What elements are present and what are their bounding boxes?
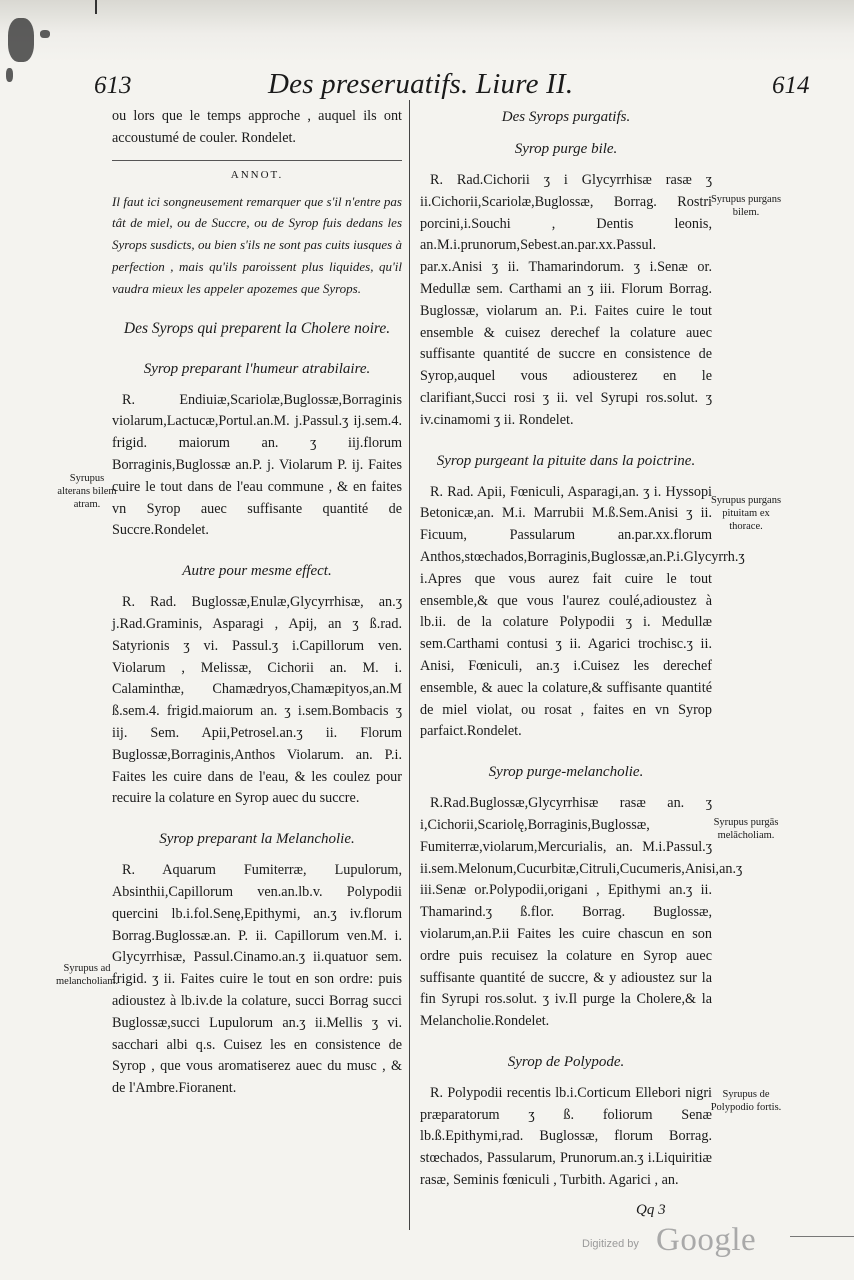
margin-note: Syrupus purgans bilem.: [710, 194, 782, 218]
margin-note: Syrupus de Polypodio fortis.: [710, 1089, 782, 1113]
recipe-paragraph: R.Rad.Buglossæ,Glycyrrhisæ rasæ an. ʒ i,Cichorii,Scariolę,Borraginis,Buglossæ, Fumiterræ,violarum,Mercurialis, an. M.i.Passul.ʒ ii.sem.Melonum,Cucurbitæ,Citruli,Cucumeris,Anisi,an.ʒ iii.Senæ or.Polypodii,origani , Epithymi an.ʒ ii. Thamarind.ʒ ß.flor. Borrag. Buglossæ, violarum,an.P.ii Faites les cuire chascun en son ordre puis recuisez la colature en Syrop auec suffisante quantité de succre, & y adioustez sur la fin Syrupi ros.solut. ʒ iv.Il purge la Cholere,& la Melancholie.Rondelet.: [420, 795, 743, 1030]
recipe-heading: Syrop purge bile.: [514, 141, 618, 157]
top-rule: [95, 0, 97, 14]
recipe-paragraph: R. Rad. Buglossæ,Enulæ,Glycyrrhisæ, an.ʒ j.Rad.Graminis, Asparagi , Apij, an ʒ ß.rad. Satyrionis ʒ vi. Passul.ʒ i.Capillorum ven. Violarum , Melissæ, Cichorii an. M. i. Calaminthæ, Chamædryos,Chamæpityos,an.M ß.sem.4. frigid.maiorum an. ʒ i.sem.Bombacis ʒ iij. Sem. Apii,Petrosel.an.ʒ ii. Florum Buglossæ,Borraginis,Anthos Violarum. an. P.i. Faites les cuire dans de l'eau, & les coulez pour recuire la colature en Syrop auec du succre.: [112, 594, 402, 807]
recipe-heading: Syrop purgeant la pituite dans la poictrine.: [436, 452, 696, 469]
left-column: [112, 106, 402, 1100]
bottom-rule: [790, 1236, 854, 1237]
recipe-paragraph: R. Aquarum Fumiterræ, Lupulorum, Absinthii,Capillorum ven.an.lb.v. Polypodii quercini lb.i.fol.Senę,Epithymi, an.ʒ iv.florum Borrag.Buglossæ.an. P. ii. Capillorum ven.M. i. Glycyrrhisæ, Passul.Cinamo.an.ʒ ii.quatuor sem. frigid. ʒ ii. Faites cuire le tout en son ordre: puis adioustez à lb.iv.de la colature, succi Borrag succi Buglossæ,succi Lupulorum an.ʒ ii.Mellis ʒ vi. sacchari albi q.s. Cuisez les en consistence de Syrop , que vous aromatiserez auec du musc , & de l'Ambre.Fioranent.: [112, 862, 402, 1097]
section-heading: Des Syrops qui preparent la Cholere noire.: [123, 319, 391, 337]
intro-paragraph: ou lors que le temps approche , auquel ils ont accoustumé de couler. Rondelet.: [112, 108, 402, 146]
google-logo: Google: [656, 1222, 757, 1258]
recipe-paragraph: R. Rad. Apii, Fœniculi, Asparagi,an. ʒ i. Hyssopi Betonicæ,an. M.i. Marrubii M.ß.Sem.Anisi ʒ ii. Ficuum, Passularum an.par.xx.florum Anthos,stœchados,Borraginis,Buglossæ,an.P.i.Glycyrrh.ʒ i.Apres que vous aurez fait cuire le tout ensemble,& que vous l'aurez coulé,adioustez à lb.ii. de la colature Polypodii ʒ i. Medullæ sem.Carthami contusi ʒ ii. Agarici trochisc.ʒ ii. Anisi, Fœniculi, an.ʒ i.Cuisez les derechef ensemble, & auec la colature,& suffisante quantité de miel violat, ou rosat , faites en vn Syrop parfaict.Rondelet.: [420, 483, 745, 740]
page-number-left: 613: [94, 72, 132, 99]
right-column: [420, 106, 745, 1192]
recipe-paragraph: R. Endiuiæ,Scariolæ,Buglossæ,Borraginis violarum,Lactucæ,Portul.an.M. j.Passul.ʒ ij.sem.4. frigid. maiorum an. ʒ iij.florum Borraginis,Buglossæ an.P. j. Violarum P. ij. Faites cuire le tout dans de l'eau commune , & en faites vn Syrop auec suffisante quantité de Succre.Rondelet.: [112, 391, 402, 539]
recipe-paragraph: R. Polypodii recentis lb.i.Corticum Ellebori nigri præparatorum ʒ ß. foliorum Senæ lb.ß.Epithymi,rad. Buglossæ, florum Borrag. stœchados, Passularum, Prunorum.an.ʒ i.Liquiritiæ rasæ, Seminis fœniculi , Turbith. Agarici , an.: [420, 1084, 712, 1189]
annot-label: ANNOT.: [230, 168, 284, 181]
recipe-heading: Syrop purge-melancholie.: [488, 764, 644, 781]
page-header: [0, 68, 854, 108]
recipe-heading: Syrop de Polypode.: [507, 1053, 625, 1070]
recipe-heading: Autre pour mesme effect.: [182, 563, 332, 580]
digitization-watermark: [582, 1222, 802, 1262]
scan-blot: [40, 30, 50, 38]
column-divider: [409, 100, 410, 1230]
margin-note: Syrupus purgans pituitam ex thorace.: [710, 495, 782, 532]
scan-edge: [0, 0, 854, 62]
page-number-right: 614: [772, 72, 810, 99]
section-heading: Des Syrops purgatifs.: [501, 109, 631, 125]
recipe-heading: Syrop preparant l'humeur atrabilaire.: [143, 360, 371, 377]
margin-note: Syrupus alterans bilem atram.: [57, 473, 117, 510]
recipe-heading: Syrop preparant la Melancholie.: [159, 831, 355, 848]
running-title: Des preseruatifs. Liure II.: [268, 68, 574, 100]
watermark-prefix: Digitized by: [582, 1238, 639, 1250]
recipe-paragraph: R. Rad.Cichorii ʒ i Glycyrrhisæ rasæ ʒ ii.Cichorii,Scariolæ,Buglossæ, Borrag. Rostri porcini,i.Souchi , Dentis leonis, an.M.i.prunorum,Sebest.an.par.xx.Passul. par.x.Anisi ʒ ii. Thamarindorum. ʒ i.Senæ or. Medullæ sem. Carthami an ʒ iii. Florum Borrag. Buglossæ, violarum an. P.i. Faites cuire le tout ensemble & cuisez derechef la colature auec suffisante quantité de succre en consistence de Syrop,auquel vous adiousterez en le clarifiant,Succi rosi ʒ ii. vel Syrupi ros.solut. ʒ iv.cinamomi ʒ ii. Rondelet.: [420, 172, 712, 428]
margin-note: Syrupus purgās melācholiam.: [713, 817, 779, 841]
section-rule: [112, 160, 402, 161]
scan-blot: [8, 18, 34, 62]
signature-mark: Qq 3: [636, 1202, 666, 1218]
annotation-text: Il faut ici songneusement remarquer que s'il n'entre pas tât de miel, ou de Succre, ou de Syrop fuis dedans les Syrops susdicts, ou bien s'ils ne sont pas cuits iusques à perfection , mais qu'ils paroissent plus liquides, qu'il vaudra mieux les appeler apozemes que Syrops.: [112, 193, 402, 296]
margin-note: Syrupus ad melancholiam.: [56, 963, 119, 987]
